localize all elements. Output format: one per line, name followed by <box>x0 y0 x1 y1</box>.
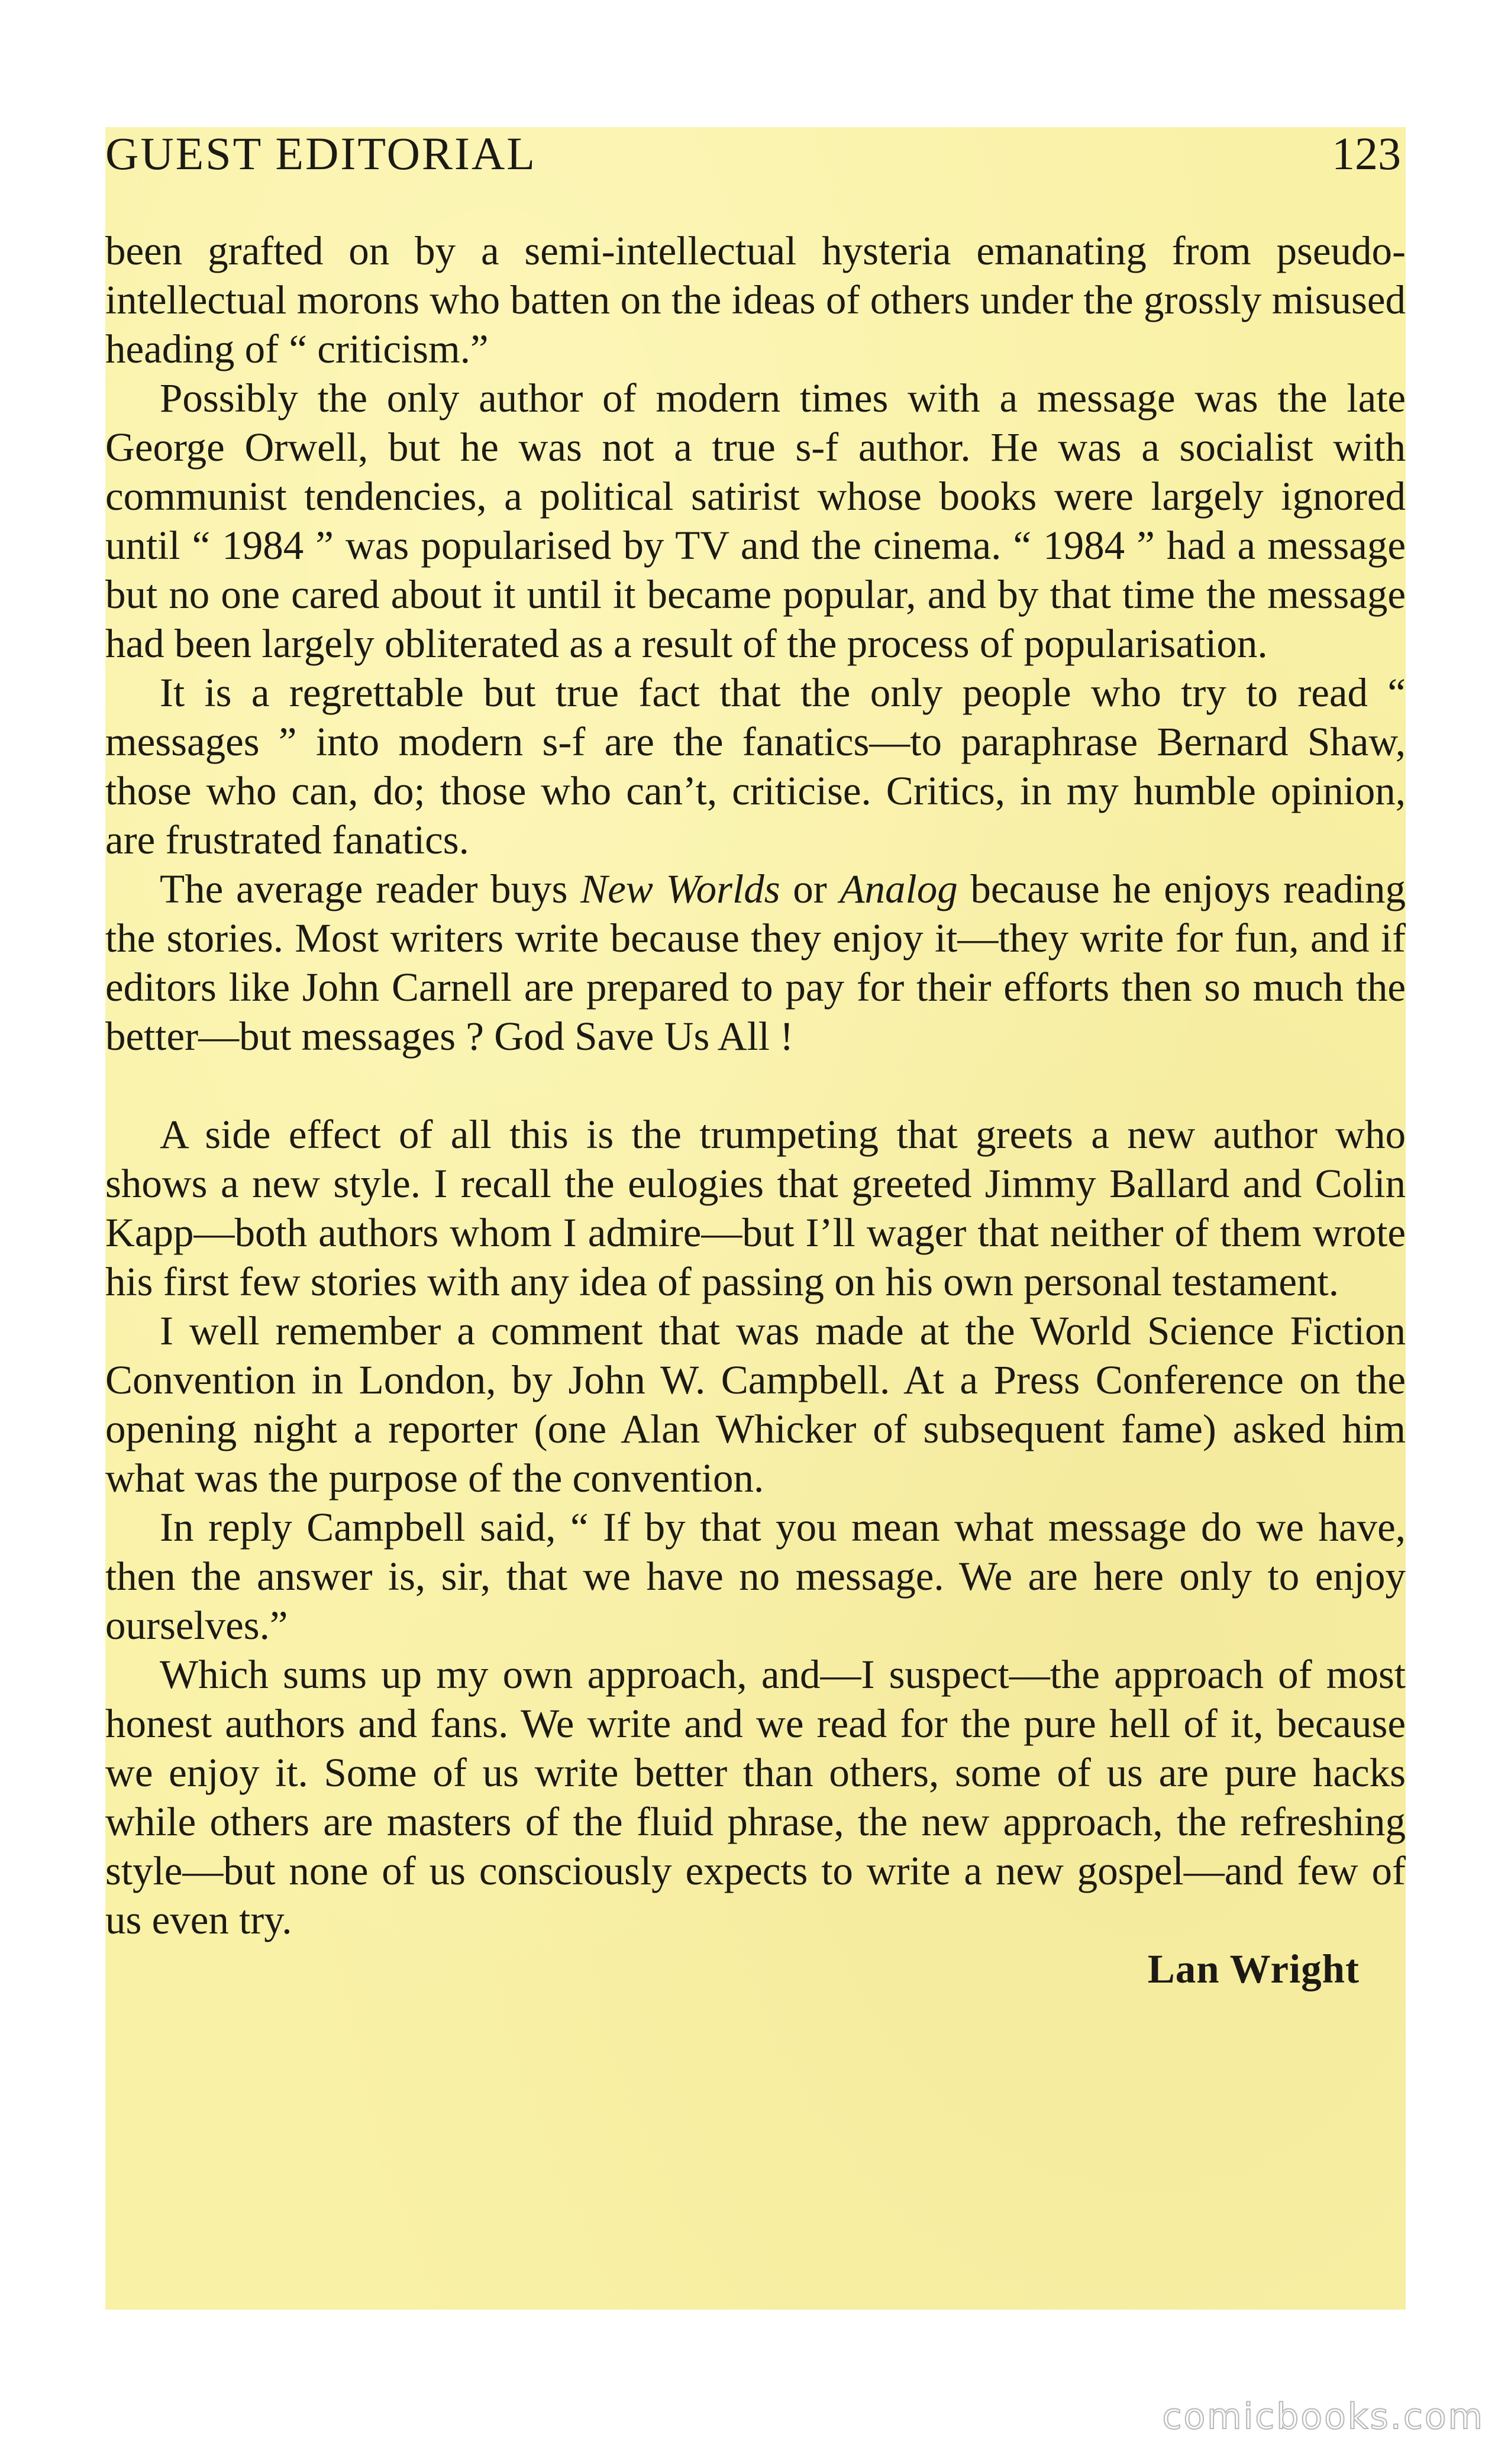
page-header <box>105 127 1406 198</box>
editorial-body <box>105 227 1406 1994</box>
paragraph-text: The average reader buys <box>160 866 581 911</box>
author-signature: Lan Wright <box>1147 1946 1360 1991</box>
paragraph-text: or <box>780 866 840 911</box>
paragraph-text: because he enjoys reading the stories. Most writers write because they enjoy it—they write for fun, and if editors like John Carnell are prepared to pay for their efforts then so much the better—but messages ? God Save Us All ! <box>105 866 1406 1059</box>
paragraph: A side effect of all this is the trumpeting that greets a new author who shows a new style. I recall the eulogies that greeted Jimmy Ballard and Colin Kapp—both authors whom I admire—but I’ll wager that neither of them wrote his first few stories with any idea of passing on his own personal testament. <box>105 1112 1406 1304</box>
watermark: comicbooks.com <box>1162 2396 1484 2437</box>
paragraph: It is a regrettable but true fact that the only people who try to read “ messages ” into modern s-f are the fanatics—to paraphrase Bernard Shaw, those who can, do; those who can’t, criticise. Critics, in my humble opinion, are frustrated fanatics. <box>105 670 1406 862</box>
paragraph: Possibly the only author of modern times with a message was the late George Orwell, but he was not a true s-f author. He was a socialist with communist tendencies, a political satirist whose books were largely ignored until “ 1984 ” was popularised by TV and the cinema. “ 1984 ” had a message but no one cared about it until it became popular, and by that time the message had been largely obliterated as a result of the process of popularisation. <box>105 376 1406 666</box>
paragraph <box>105 865 1406 1061</box>
magazine-title: New Worlds <box>580 866 780 911</box>
section-title: GUEST EDITORIAL <box>105 128 537 179</box>
paragraph: been grafted on by a semi-intellectual hysteria emanating from pseudo-intellectual morons who batten on the ideas of others under the grossly misused heading of “ criticism.” <box>105 228 1406 371</box>
paragraph: Which sums up my own approach, and—I suspect—the approach of most honest authors and fans. We write and we read for the pure hell of it, because we enjoy it. Some of us write better than others, some of us are pure hacks while others are masters of the fluid phrase, the new approach, the refreshing style—but none of us consciously expects to write a new gospel—and few of us even try. <box>105 1652 1406 1942</box>
paragraph: In reply Campbell said, “ If by that you mean what message do we have, then the answer is, sir, that we have no message. We are here only to enjoy ourselves.” <box>105 1505 1406 1648</box>
magazine-title: Analog <box>840 866 958 911</box>
page-number: 123 <box>1332 128 1401 179</box>
paragraph: I well remember a comment that was made at the World Science Fiction Convention in London, by John W. Campbell. At a Press Conference on the opening night a reporter (one Alan Whicker of subsequent fame) asked him what was the purpose of the convention. <box>105 1308 1406 1501</box>
magazine-page <box>105 127 1406 2310</box>
